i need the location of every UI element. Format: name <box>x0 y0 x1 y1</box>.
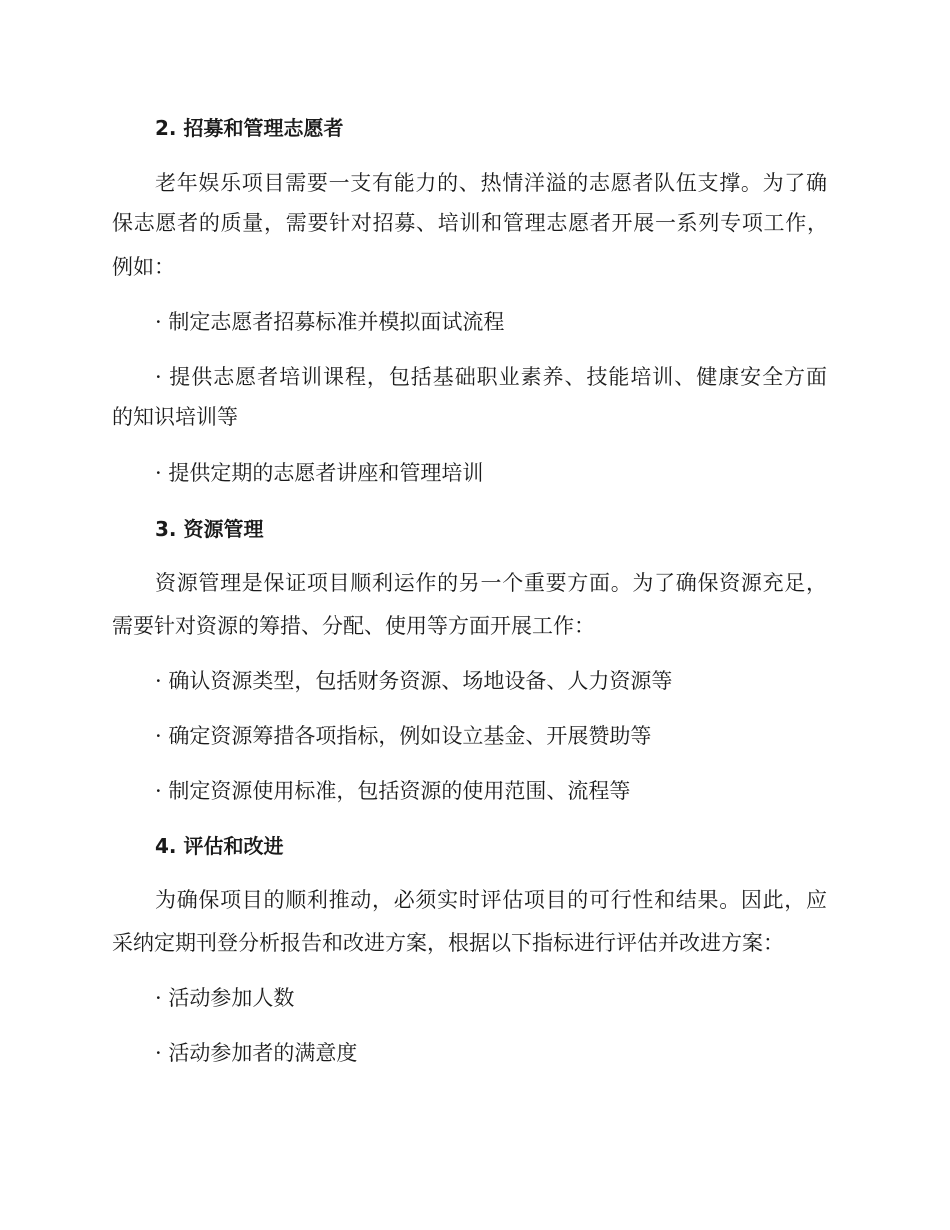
section-heading-volunteers: 2. 招募和管理志愿者 <box>155 116 344 140</box>
paragraph-line: 保志愿者的质量，需要针对招募、培训和管理志愿者开展一系列专项工作， <box>112 211 828 235</box>
section-heading-evaluation: 4. 评估和改进 <box>155 834 284 858</box>
bullet-item: · 制定志愿者招募标准并模拟面试流程 <box>155 310 505 334</box>
paragraph-line: 老年娱乐项目需要一支有能力的、热情洋溢的志愿者队伍支撑。为了确 <box>155 171 827 195</box>
bullet-item: · 提供志愿者培训课程，包括基础职业素养、技能培训、健康安全方面 <box>155 365 827 389</box>
bullet-item: · 活动参加人数 <box>155 986 295 1010</box>
paragraph-line: 需要针对资源的筹措、分配、使用等方面开展工作： <box>112 614 595 638</box>
bullet-item: · 确认资源类型，包括财务资源、场地设备、人力资源等 <box>155 669 673 693</box>
bullet-item: · 提供定期的志愿者讲座和管理培训 <box>155 461 484 485</box>
bullet-item: · 制定资源使用标准，包括资源的使用范围、流程等 <box>155 779 631 803</box>
paragraph-line: 资源管理是保证项目顺利运作的另一个重要方面。为了确保资源充足， <box>155 571 827 595</box>
section-heading-resources: 3. 资源管理 <box>155 517 264 541</box>
bullet-item: · 活动参加者的满意度 <box>155 1041 358 1065</box>
bullet-item: · 确定资源筹措各项指标，例如设立基金、开展赞助等 <box>155 724 652 748</box>
paragraph-line: 例如： <box>112 255 175 279</box>
bullet-item-continuation: 的知识培训等 <box>112 405 238 429</box>
paragraph-line: 为确保项目的顺利推动，必须实时评估项目的可行性和结果。因此，应 <box>155 888 827 912</box>
paragraph-line: 采纳定期刊登分析报告和改进方案，根据以下指标进行评估并改进方案： <box>112 931 784 955</box>
